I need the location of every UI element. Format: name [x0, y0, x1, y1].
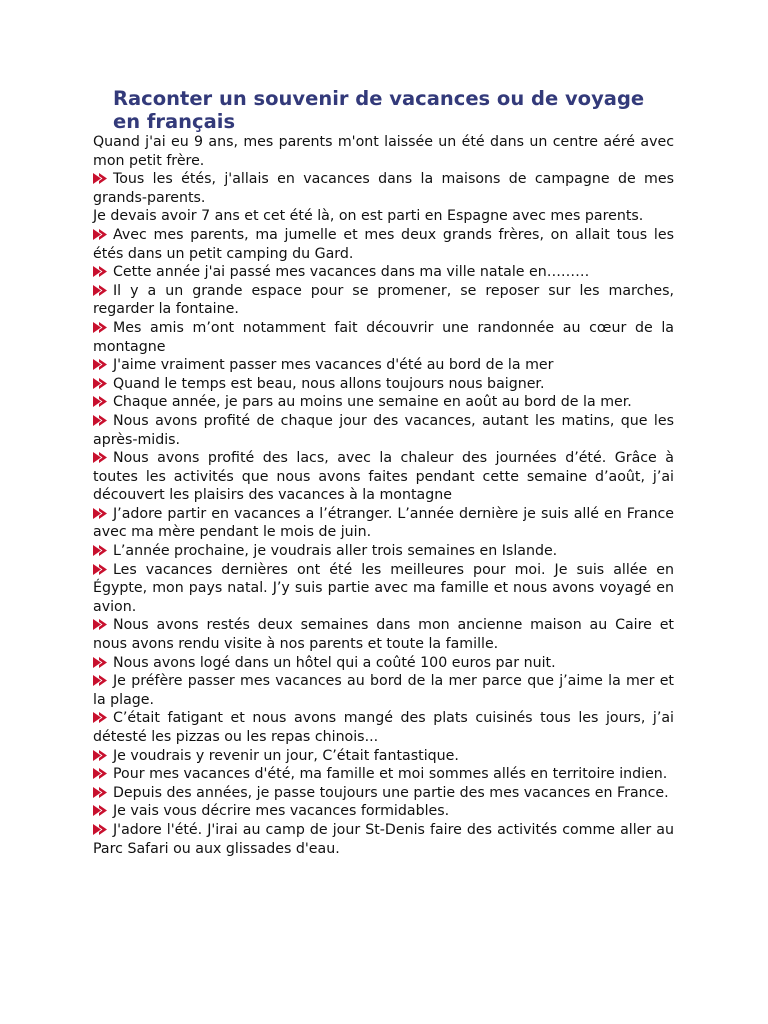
- paragraph-text: Nous avons restés deux semaines dans mon ancienne maison au Caire et nous avons rendu visite à nos parents et toute la famille.: [93, 617, 674, 653]
- double-arrow-icon: [93, 787, 110, 798]
- double-arrow-icon: [93, 173, 110, 184]
- list-item: [93, 784, 674, 803]
- paragraph-text: Nous avons profité des lacs, avec la chaleur des journées d’été. Grâce à toutes les activités que nous avons faites pendant cette semaine d’août, j’ai découvert les plaisirs des vacances à la montagne: [93, 450, 674, 504]
- document-page: [93, 84, 674, 858]
- paragraph-text: Mes amis m’ont notamment fait découvrir une randonnée au cœur de la montagne: [93, 319, 674, 355]
- double-arrow-icon: [93, 285, 110, 296]
- intro-paragraph: Quand j'ai eu 9 ans, mes parents m'ont laissée un été dans un centre aéré avec mon petit frère.: [93, 134, 674, 169]
- double-arrow-icon: [93, 322, 110, 333]
- paragraph-text: Je voudrais y revenir un jour, C’était fantastique.: [113, 747, 459, 764]
- list-item: [93, 263, 674, 282]
- double-arrow-icon: [93, 619, 110, 630]
- list-item: [93, 561, 674, 617]
- paragraph-text: Chaque année, je pars au moins une semaine en août au bord de la mer.: [113, 394, 632, 411]
- list-item: [93, 616, 674, 653]
- paragraph-text: C’était fatigant et nous avons mangé des plats cuisinés tous les jours, j’ai détesté les pizzas ou les repas chinois...: [93, 710, 674, 745]
- paragraph-text: Je préfère passer mes vacances au bord de la mer parce que j’aime la mer et la plage.: [93, 673, 674, 708]
- list-item: [93, 672, 674, 709]
- paragraph-text: Nous avons logé dans un hôtel qui a coûté 100 euros par nuit.: [113, 654, 556, 671]
- double-arrow-icon: [93, 378, 110, 389]
- list-item: [93, 709, 674, 746]
- paragraph-text: J'adore l'été. J'irai au camp de jour St-Denis faire des activités comme aller au Parc Safari ou aux glissades d'eau.: [93, 821, 674, 857]
- list-item: [93, 505, 674, 542]
- double-arrow-icon: [93, 675, 110, 686]
- paragraph-text: Quand le temps est beau, nous allons toujours nous baigner.: [113, 375, 545, 392]
- paragraph-text: Je devais avoir 7 ans et cet été là, on est parti en Espagne avec mes parents.: [93, 208, 644, 225]
- double-arrow-icon: [93, 824, 110, 835]
- paragraph-text: Tous les étés, j'allais en vacances dans la maisons de campagne de mes grands-parents.: [93, 171, 674, 206]
- double-arrow-icon: [93, 805, 110, 816]
- list-item: [93, 207, 674, 226]
- list-item: [93, 226, 674, 263]
- list-item: [93, 802, 674, 821]
- list-item: [93, 747, 674, 766]
- list-item: [93, 319, 674, 356]
- double-arrow-icon: [93, 508, 110, 519]
- paragraph-text: L’année prochaine, je voudrais aller trois semaines en Islande.: [113, 543, 558, 560]
- paragraph-text: Je vais vous décrire mes vacances formidables.: [113, 803, 450, 820]
- list-item: [93, 542, 674, 561]
- double-arrow-icon: [93, 415, 110, 426]
- paragraph-text: Cette année j'ai passé mes vacances dans ma ville natale en………: [113, 264, 590, 281]
- list-item: [93, 393, 674, 412]
- paragraph-text: J'aime vraiment passer mes vacances d'été au bord de la mer: [113, 357, 554, 374]
- double-arrow-icon: [93, 229, 110, 240]
- double-arrow-icon: [93, 768, 110, 779]
- double-arrow-icon: [93, 359, 110, 370]
- double-arrow-icon: [93, 452, 110, 463]
- list-item: [93, 412, 674, 449]
- list-item: [93, 821, 674, 858]
- paragraph-text: J’adore partir en vacances a l’étranger. L’année dernière je suis allé en France avec ma mère pendant le mois de juin.: [93, 505, 674, 541]
- double-arrow-icon: [93, 396, 110, 407]
- list-item: [93, 654, 674, 673]
- paragraph-text: Depuis des années, je passe toujours une partie des mes vacances en France.: [113, 784, 669, 801]
- double-arrow-icon: [93, 712, 110, 723]
- double-arrow-icon: [93, 545, 110, 556]
- paragraph-text: Les vacances dernières ont été les meilleures pour moi. Je suis allée en Égypte, mon pays natal. J’y suis partie avec ma famille et nous avons voyagé en avion.: [93, 561, 674, 615]
- list-item: [93, 765, 674, 784]
- list-item: [93, 375, 674, 394]
- document-title: Raconter un souvenir de vacances ou de voyage en français: [113, 87, 645, 133]
- paragraph-text: Avec mes parents, ma jumelle et mes deux grands frères, on allait tous les étés dans un petit camping du Gard.: [93, 226, 674, 262]
- list-item: [93, 356, 674, 375]
- paragraph-text: Nous avons profité de chaque jour des vacances, autant les matins, que les après-midis.: [93, 412, 674, 448]
- double-arrow-icon: [93, 266, 110, 277]
- double-arrow-icon: [93, 564, 110, 575]
- list-item: [93, 449, 674, 505]
- double-arrow-icon: [93, 657, 110, 668]
- paragraph-text: Il y a un grande espace pour se promener, se reposer sur les marches, regarder la fontaine.: [93, 282, 674, 318]
- list-item: [93, 282, 674, 319]
- paragraph-text: Pour mes vacances d'été, ma famille et moi sommes allés en territoire indien.: [113, 766, 668, 783]
- list-item: [93, 170, 674, 207]
- paragraph-list: [93, 170, 674, 858]
- double-arrow-icon: [93, 750, 110, 761]
